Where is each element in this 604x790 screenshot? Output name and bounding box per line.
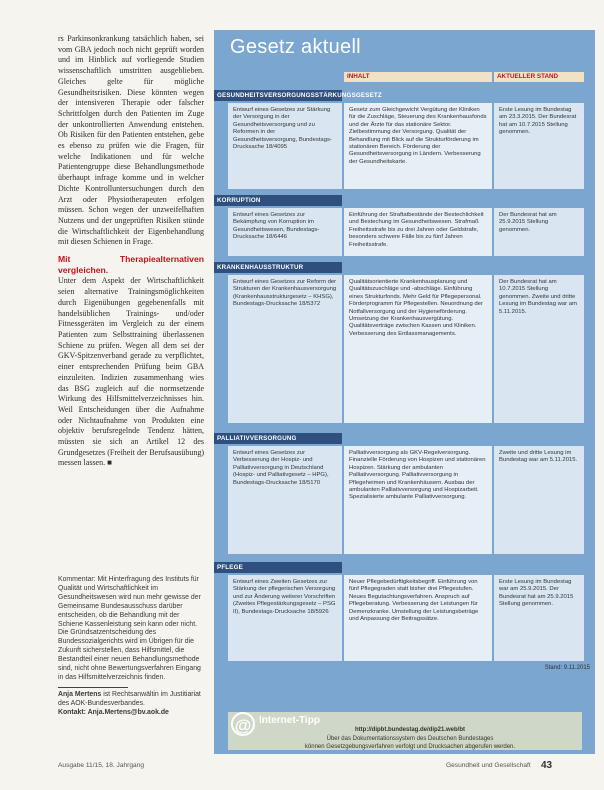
law-content: Qualitätsorientierte Krankenhausplanung und Qualitätszuschläge und -abschläge. Einführung eines Strukturfonds. Mehr Geld für Pflegepersonal. Förderprogramm für Pflegestellen. Neuordnung der Notfallversorgung und der Hygieneförderung. Umsetzung der Krankenhausvergütung. Qualitätsverträge zwischen Kassen und Kliniken. Verbesserung des Entlassmanagements. xyxy=(344,275,492,423)
law-content: Palliativversorgung als GKV-Regelversorgung. Finanzielle Förderung von Hospizen und stationären Hospizen. Stärkung der ambulanten Palliativversorgung. Palliativversorgung in Pflegeheimen und Krankenhäusern. Ausbau der ambulanten Palliativversorgung und Hospizarbeit. Spezialisierte ambulante Palliativversorgung. xyxy=(344,446,492,554)
section-label: KORRUPTION xyxy=(214,195,342,206)
law-status: Erste Lesung im Bundestag war am 25.9.2015. Der Bundesrat hat am 25.9.2015 Stellung genommen. xyxy=(494,575,584,661)
article-paragraph: Unter dem Aspekt der Wirtschaftlichkeit seien alternative Trainingsmöglichkeiten durch Eigenübungen gegebenenfalls mit handelsüblichen Trainings- und/oder Fitnessgeräten im Vergleich zu der einem Patienten zum Selbsttraining überlassenen Schiene zu prüfen. Wegen all dem sei der GKV-Spitzenverband gerade zu verpflichtet, einer entsprechenden Prüfung beim GBA einzuleiten. Indizien zusammenhang wies das BSG zugleich auf die normsetzende Wirkung des Hilfsmittelverzeichnisses hin. Weil Entscheidungen über die Aufnahme oder Nichtaufnahme von Produkten eine objektiv berufsregelnde Tendenz hätten, müssten sie sich an Artikel 12 des Grundgesetzes (Freiheit der Berufsausübung) messen lassen. ■ xyxy=(58,276,204,468)
law-content: Einführung der Straftatbestände der Bestechlichkeit und Bestechung im Gesundheitswesen. Strafmaß Freiheitsstrafe bis zu drei Jahren oder Geldstrafe, besonders schwere Fälle bis zu fünf Jahren Freiheitsstrafe. xyxy=(344,208,492,256)
column-header-stand: AKTUELLER STAND xyxy=(494,72,584,82)
law-title: Entwurf eines Gesetzes zur Reform der Strukturen der Krankenhausversorgung (Krankenhausstrukturgesetz – KHSG), Bundestags-Drucksache 18/5372 xyxy=(228,275,342,423)
section-label: PALLIATIVVERSORGUNG xyxy=(214,433,342,444)
law-content: Gesetz zum Gleichgewicht Vergütung der Kliniken für die Zuschläge, Steuerung des Krankenhausfonds und der Ärzte für das stationäre Sektor. Zielbestimmung der Versorgung. Qualität der Behandlung mit Blick auf die Strukturförderung im stationären Bereich. Förderung der Gesundheitsversorgung in Ländern. Verbesserung der Gesundheitskarte. xyxy=(344,103,492,189)
status-date: Stand: 9.11.2015 xyxy=(544,665,590,671)
commentary xyxy=(58,576,204,718)
law-content: Neuer Pflegebedürftigkeitsbegriff. Einführung von fünf Pflegegraden statt bisher drei Pflegestufen. Neues Begutachtungsverfahren. Anspruch auf Pflegeberatung. Verbesserung der Leistungen für Demenzkranke. Umstellung der Leistungsbeträge und Anpassung der Beitragssätze. xyxy=(344,575,492,661)
law-title: Entwurf eines Gesetzes zur Verbesserung der Hospiz- und Palliativversorgung in Deutschland (Hospiz- und Palliativgesetz – HPG), Bundestags-Drucksache 18/5170 xyxy=(228,446,342,554)
section-label: PFLEGE xyxy=(214,562,342,573)
section-heading: Mit Therapiealternativen vergleichen. xyxy=(58,254,204,275)
article-body xyxy=(58,34,204,469)
internet-tip-text: können Gesetzgebungsverfahren verfolgt und Drucksachen abgerufen werden. xyxy=(304,744,516,750)
internet-tip-title: Internet-Tipp xyxy=(259,715,320,726)
page-number: 43 xyxy=(541,760,553,771)
law-status: Der Bundesrat hat am 10.7.2015 Stellung genommen. Zweite und dritte Lesung im Bundestag war am 5.11.2015. xyxy=(494,275,584,423)
article-paragraph: rs Parkinsonkrankung tatsächlich haben, sei vom GBA jedoch noch nicht geprüft worden und im Hinblick auf vorliegende Studien wissenschaftlich umstritten ausgeblieben. Gleiches gelte für mögliche Gesundheitsrisiken. Diese könnten wegen der intensiveren Therapie oder falscher Schrittfolgen durch den Patienten im Zuge der unkontrollierten Anwendung entstehen. Ob Risiken für den Patienten entstehen, gebe es ebenso zu prüfen wie die Fragen, für welche Indikationen und für welche Patientengruppe diese Behandlungsmethode überhaupt infrage komme und in welcher Dichte Kontrolluntersuchungen durch den Arzt oder Physiotherapeuten erfolgen müssen. Schon wegen der unzweifelhaften Nutzens und der ungeprüften Risiken stünde die Wirtschaftlichkeit der Eigenbehandlung mit diesen Schienen in Frage. xyxy=(58,34,204,247)
author-contact: Kontakt: Anja.Mertens@bv.aok.de xyxy=(58,708,169,716)
author-name: Anja Mertens xyxy=(58,690,102,698)
law-title: Entwurf eines Gesetzes zur Stärkung der Versorgung in der Gesundheitsversorgung und zu Reformen in der Gesundheitsversorgung, Bundestags-Drucksache 18/4095 xyxy=(228,103,342,189)
author-description: ist Rechtsanwältin im Justitiariat des AOK-Bundesverbandes. xyxy=(58,690,201,707)
law-status: Zweite und dritte Lesung im Bundestag war am 5.11.2015. xyxy=(494,446,584,554)
column-header-inhalt: INHALT xyxy=(344,72,492,82)
law-status: Erste Lesung im Bundestag am 23.3.2015. Der Bundesrat hat am 10.7.2015 Stellung genommen. xyxy=(494,103,584,189)
footer-issue: Ausgabe 11/15, 18. Jahrgang xyxy=(58,762,145,769)
panel-title: Gesetz aktuell xyxy=(230,36,361,58)
divider xyxy=(58,687,128,688)
comment-text: Kommentar: Mit Hinterfragung des Instituts für Qualität und Wirtschaftlichkeit im Gesundheitswesen wird nun mehr gewisse der Gemeinsame Bundesausschuss darüber entscheiden, ob die Behandlung mit der Schiene Kassenleistung sein kann oder nicht. Die Gründsatzentscheidung des Bundessozialgerichts wird im Übrigen für die Zukunft sicherstellen, dass Hilfsmittel, die Bestandteil einer neuen Behandlungsmethode sind, nicht ohne Bewertungsverfahren Eingang in das Hilfsmittelverzeichnis finden. xyxy=(58,576,201,681)
law-title: Entwurf eines Gesetzes zur Bekämpfung von Korruption im Gesundheitswesen, Bundestags-Drucksache 18/6446 xyxy=(228,208,342,256)
section-label: GESUNDHEITSVERSORGUNGSSTÄRKUNGSGESETZ xyxy=(214,90,342,101)
author-line xyxy=(58,691,204,709)
law-status: Der Bundesrat hat am 25.9.2015 Stellung genommen. xyxy=(494,208,584,256)
internet-tip-url[interactable]: http://dipbt.bundestag.de/dip21.web/bt xyxy=(355,727,465,733)
at-sign-icon: @ xyxy=(231,712,255,736)
section-label: KRANKENHAUSSTRUKTUR xyxy=(214,262,342,273)
law-title: Entwurf eines Zweiten Gesetzes zur Stärkung der pflegerischen Versorgung und zur Änderung weiterer Vorschriften (Zweites Pflegestärkungsgesetz – PSG II), Bundestags-Drucksache 18/5926 xyxy=(228,575,342,661)
footer-magazine: Gesundheit und Gesellschaft xyxy=(446,762,531,769)
internet-tip-text: Über das Dokumentationssystem des Deutschen Bundestages xyxy=(326,736,494,742)
